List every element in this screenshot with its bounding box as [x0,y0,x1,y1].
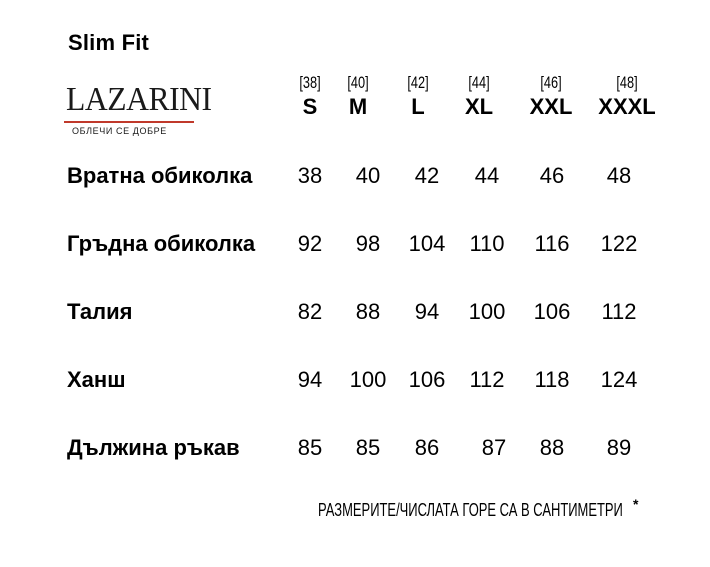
size-header-l [383,72,453,120]
table-cell: 88 [355,299,381,324]
table-cell: 124 [600,367,638,392]
table-cell: 92 [297,231,323,256]
row-label-chest: Гръдна обиколка [67,231,256,256]
brand-logo [64,80,212,150]
table-cell: 104 [408,231,446,256]
size-number: [48] [616,73,638,92]
size-label: L [411,94,425,119]
table-cell: 46 [539,163,565,188]
footnote-asterisk: * [633,496,639,512]
size-number: [40] [347,73,369,92]
table-cell: 86 [414,435,440,460]
table-cell: 110 [469,231,505,256]
table-cell: 44 [474,163,500,188]
size-label: XXL [529,94,573,119]
table-cell: 94 [297,367,323,392]
table-cell: 106 [408,367,446,392]
table-cell: 87 [481,435,507,460]
table-cell: 88 [539,435,565,460]
size-label: S [302,94,318,119]
table-cell: 98 [355,231,381,256]
size-header-xxxl [592,72,662,120]
table-cell: 42 [414,163,440,188]
size-label: XL [464,94,494,119]
row-label-sleeve: Дължина ръкав [67,435,240,460]
logo-underline [64,121,194,123]
table-cell: 94 [414,299,440,324]
size-number: [44] [468,73,490,92]
table-cell: 38 [297,163,323,188]
table-cell: 116 [534,231,570,256]
table-cell: 112 [469,367,505,392]
table-cell: 122 [600,231,638,256]
table-cell: 112 [601,299,637,324]
table-cell: 89 [606,435,632,460]
row-label-neck: Вратна обиколка [67,163,253,188]
size-header-xxl [516,72,586,120]
size-number: [42] [407,73,429,92]
size-label: XXXL [598,94,656,119]
logo-tagline: ОБЛЕЧИ СЕ ДОБРЕ [72,126,167,136]
table-cell: 82 [297,299,323,324]
table-cell: 48 [606,163,632,188]
table-cell: 100 [468,299,506,324]
table-cell: 40 [355,163,381,188]
page-title: Slim Fit [68,30,150,55]
table-cell: 100 [349,367,387,392]
table-cell: 85 [355,435,381,460]
footnote: РАЗМЕРИТЕ/ЧИСЛАТА ГОРЕ СА В САНТИМЕТРИ [318,500,623,520]
size-number: [46] [540,73,562,92]
row-label-hip: Ханш [67,367,126,392]
row-label-waist: Талия [67,299,133,324]
size-number: [38] [299,73,321,92]
table-cell: 118 [534,367,570,392]
size-header-xl [444,72,514,120]
table-cell: 106 [533,299,571,324]
size-label: M [348,94,368,119]
logo-wordmark: LAZARINI [66,81,212,118]
table-cell: 85 [297,435,323,460]
